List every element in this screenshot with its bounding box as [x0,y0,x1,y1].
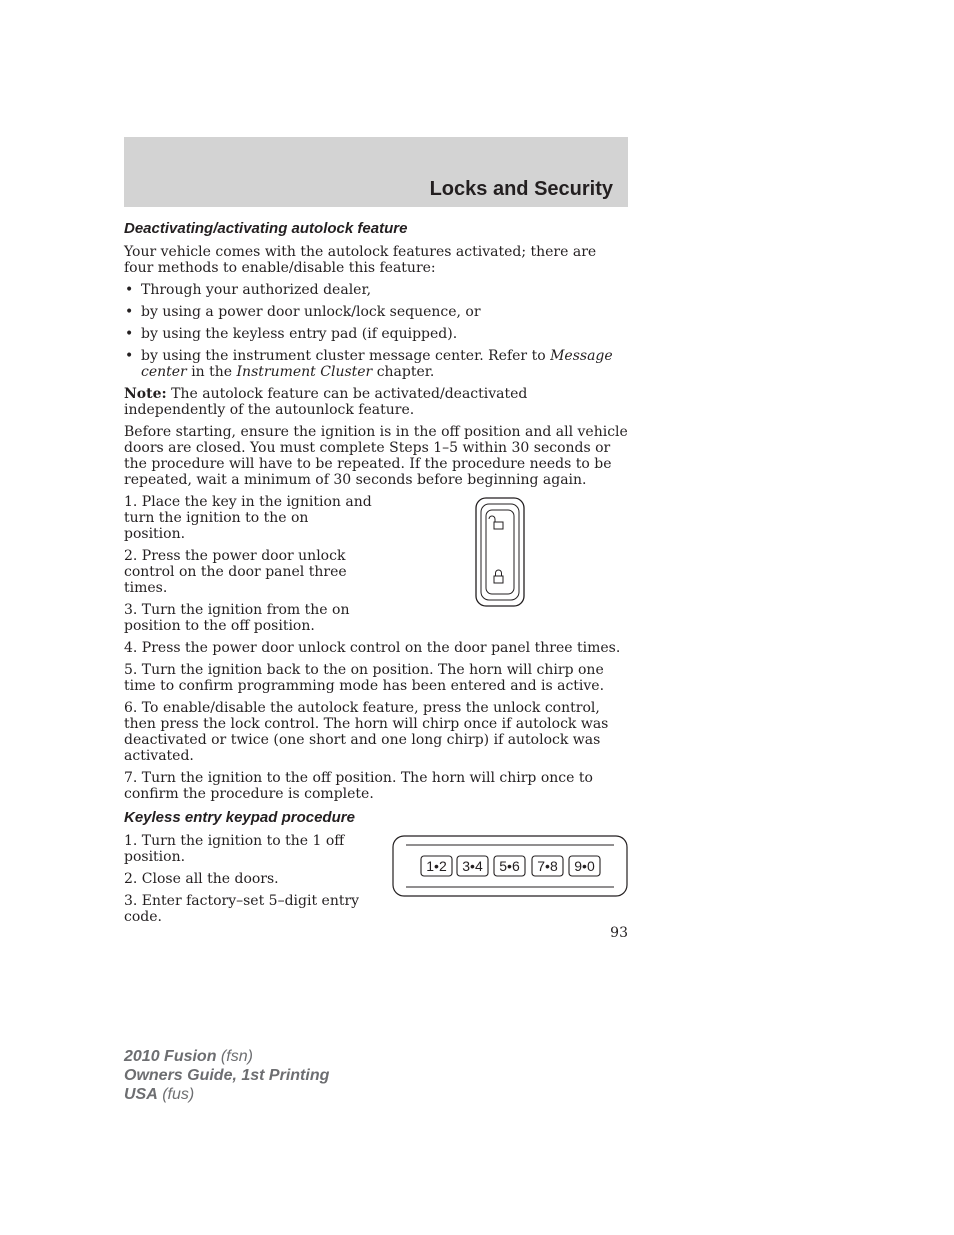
before-starting-paragraph: Before starting, ensure the ignition is in the off position and all vehicle doors are closed. You must complete Steps 1–5 within 30 seconds or the procedure will have to be repeated. If the procedure needs to be repeated, wait a minimum of 30 seconds before beginning again. [124,424,628,488]
autolock-intro: Your vehicle comes with the autolock features activated; there are four methods to enable/disable this feature: [124,244,597,276]
keypad-steps-with-figure [124,833,628,931]
door-lock-switch-figure [372,494,628,608]
method-item [124,348,628,380]
section-header-band [124,137,628,207]
keypad-icon [392,835,628,897]
page-number: 93 [610,925,628,941]
note-paragraph [124,386,628,418]
step-item: 5. Turn the ignition back to the on position. The horn will chirp one time to confirm programming mode has been entered and is active. [124,662,605,694]
step-item: 3. Turn the ignition from the on position to the off position. [124,602,350,634]
keypad-step: 1. Turn the ignition to the 1 off position. [124,833,345,865]
footer-model: 2010 Fusion [124,1048,217,1065]
method-text: in the [186,364,237,380]
keypad-steps-column [124,833,372,931]
steps-column [124,494,372,640]
keypad-figure [372,833,628,897]
keypad-button-5-6: 5•6 [499,858,520,874]
method-item: • Through your authorized dealer, [124,282,628,298]
page-content [124,219,628,931]
document-footer [124,1047,329,1104]
section-title: Locks and Security [429,178,613,200]
keypad-heading: Keyless entry keypad procedure [124,809,355,826]
keypad-button-9-0: 9•0 [574,858,595,874]
step-item: 2. Press the power door unlock control on the door panel three times. [124,548,347,596]
footer-line-market [124,1085,329,1104]
method-item: • by using a power door unlock/lock sequence, or [124,304,628,320]
keypad-button-3-4: 3•4 [462,858,483,874]
method-list [124,282,628,380]
footer-market: USA [124,1086,158,1103]
step-item: 6. To enable/disable the autolock feature, press the unlock control, then press the lock control. The horn will chirp once if autolock was deactivated or twice (one short and one long chirp) if autolock was activated. [124,700,609,764]
footer-guide: Owners Guide, 1st Printing [124,1067,330,1084]
instrument-cluster-ref: Instrument Cluster [236,364,373,380]
footer-line-guide [124,1066,329,1085]
door-lock-switch-icon [474,496,526,608]
footer-model-code: (fsn) [216,1048,253,1065]
steps-with-switch-figure [124,494,628,640]
step-item: 7. Turn the ignition to the off position. The horn will chirp once to confirm the procedure is complete. [124,770,593,802]
footer-market-code: (fus) [157,1086,195,1103]
keypad-step: 2. Close all the doors. [124,871,279,887]
method-text: by using the instrument cluster message center. Refer to [141,348,551,364]
message-center-ref: Message center [141,348,613,380]
keypad-button-7-8: 7•8 [537,858,558,874]
note-text: The autolock feature can be activated/deactivated independently of the autounlock feature. [124,386,528,418]
step-item: 1. Place the key in the ignition and turn the ignition to the on position. [124,494,372,542]
method-text: chapter. [372,364,435,380]
note-label: Note: [124,386,167,402]
keypad-button-1-2: 1•2 [426,858,447,874]
footer-line-model [124,1047,329,1066]
step-item: 4. Press the power door unlock control on the door panel three times. [124,640,621,656]
method-item: • by using the keyless entry pad (if equipped). [124,326,628,342]
keypad-step: 3. Enter factory–set 5–digit entry code. [124,893,360,925]
autolock-heading: Deactivating/activating autolock feature [124,220,408,237]
